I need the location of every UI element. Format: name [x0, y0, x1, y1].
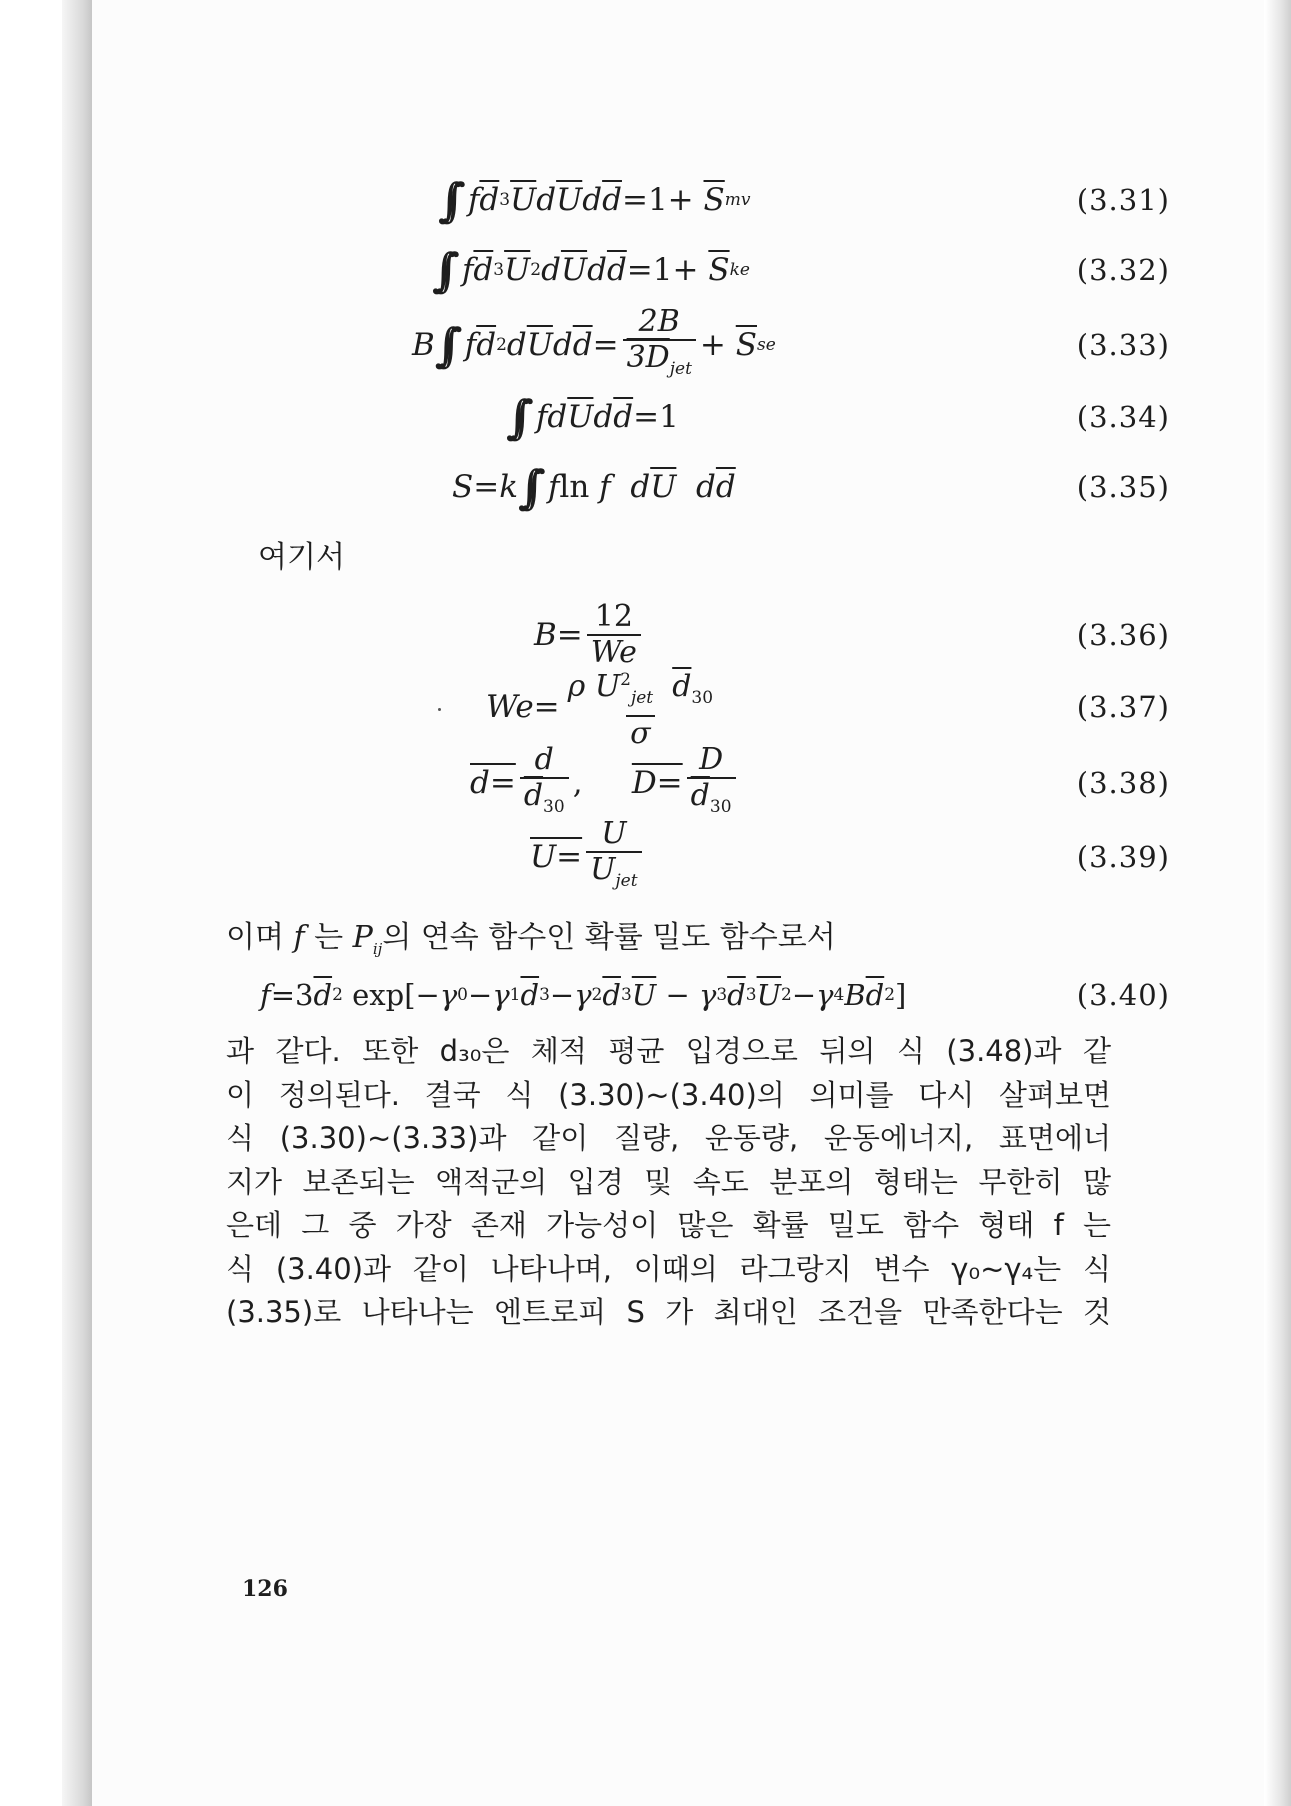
- equation-3-34: [92, 382, 1264, 452]
- equation-body: ∫∫ f $\overline{d}$ 3 $\overline{U}$ d $\overline{U}$ d $\overline{d}$ =1+ $\overline{S}$ mv: [438, 173, 751, 227]
- book-page: [92, 0, 1264, 1806]
- equation-lhs: D=: [631, 765, 683, 801]
- equation-lhs: We=: [486, 689, 560, 725]
- body-paragraph: [226, 1030, 1111, 1335]
- equation-3-38: [92, 741, 1264, 818]
- text-line-f-definition: 이며 f 는 $P_{ij}$의 연속 함수인 확률 밀도 함수로서: [226, 920, 836, 958]
- paragraph-line: 과 같다. 또한 d₃₀은 체적 평균 입경으로 뒤의 식 (3.48)과 같: [226, 1034, 1111, 1068]
- equation-number: (3.38): [1076, 766, 1170, 800]
- equation-subscript: ke: [729, 260, 750, 280]
- fraction: $\frac{12}{We}$: [587, 600, 641, 670]
- paragraph-line: 이 정의된다. 결국 식 (3.30)~(3.40)의 의미를 다시 살펴보면: [226, 1077, 1111, 1112]
- paragraph-line: (3.35)로 나타나는 엔트로피 S 가 최대인 조건을 만족한다는 것: [226, 1295, 1111, 1329]
- equation-number: (3.39): [1076, 840, 1170, 874]
- fraction: $\frac{D}{\overline{d}_{30}}$: [687, 743, 736, 824]
- equation-3-39: [92, 815, 1264, 892]
- equation-lhs: d=: [470, 765, 516, 801]
- equation-3-36: [92, 600, 1264, 670]
- equation-lhs: U=: [530, 839, 583, 875]
- paragraph-line: 지가 보존되는 액적군의 입경 및 속도 분포의 형태는 무한히 많: [226, 1164, 1111, 1199]
- equation-number: (3.36): [1076, 618, 1170, 652]
- equation-number: (3.34): [1076, 400, 1170, 434]
- equation-number: (3.32): [1076, 253, 1170, 287]
- equation-rhs: =1: [633, 399, 679, 435]
- equation-body: S=k ∫∫ f ln f d $\overline{U}$ d $\overline{d}$: [452, 460, 736, 514]
- where-label: 여기서: [258, 540, 345, 575]
- equation-lead: B: [412, 327, 435, 363]
- fraction: $\frac{2B}{3D_{jet}}$: [623, 305, 696, 386]
- equation-subscript: mv: [724, 190, 751, 210]
- equation-rhs: =1+: [621, 182, 694, 218]
- equation-body: d= $\frac{d}{\overline{d}_{30}}$ , D= $\frac{D}{\overline{d}_{30}}$: [470, 748, 740, 818]
- equation-3-40: [92, 960, 1264, 1030]
- equation-number: (3.35): [1076, 470, 1170, 504]
- equation-body: B ∫∫ f $\overline{d}$ 2 d $\overline{U}$ d $\overline{d}$ = $\frac{2B}{3D_{jet}}$ + $\overline{S}$ se: [412, 310, 776, 380]
- equation-3-37: [92, 669, 1264, 751]
- equation-number: (3.37): [1076, 690, 1170, 724]
- equation-3-32: [92, 235, 1264, 305]
- equation-number: (3.40): [1076, 978, 1170, 1012]
- page-number: 126: [242, 1576, 288, 1602]
- paragraph-line: 식 (3.40)과 같이 나타나며, 이때의 라그랑지 변수 γ₀~γ₄는 식: [226, 1251, 1111, 1286]
- equation-rhs: =1+: [626, 252, 699, 288]
- fraction: $\frac{U}{U_{jet}}$: [586, 817, 641, 898]
- equation-body: f =3 $\overline{d}$ 2 exp[ − γ 0 − γ 1 $\overline{d}$ 3 − γ 2 $\overline{d}$ 3 $\overline{U}$ − γ 3 $\overline{d}$ 3 $\overline{U}$ 2 − γ 4 B $\overline{d}$ 2 ]: [260, 978, 907, 1012]
- scan-speck: [438, 708, 441, 711]
- equation-body: [534, 600, 645, 670]
- equation-body: [486, 669, 721, 751]
- equation-subscript: se: [757, 335, 776, 355]
- equation-3-35: [92, 452, 1264, 522]
- equation-number: (3.31): [1076, 183, 1170, 217]
- equation-lhs: B=: [534, 617, 583, 653]
- equation-3-31: [92, 165, 1264, 235]
- equation-3-33: [92, 303, 1264, 380]
- equation-body: ∫∫ fd $\overline{U}$ d $\overline{d}$ =1: [506, 390, 679, 444]
- equation-body: ∫∫ f $\overline{d}$ 3 $\overline{U}$ 2 d $\overline{U}$ d $\overline{d}$ =1+ $\overline{S}$ ke: [432, 243, 750, 297]
- equation-body: [530, 815, 646, 892]
- book-spine: [62, 0, 93, 1806]
- page-edge-shadow: [1265, 0, 1291, 1806]
- equation-lead: S=k: [452, 469, 518, 505]
- paragraph-line: 식 (3.30)~(3.33)과 같이 질량, 운동량, 운동에너지, 표면에너: [226, 1121, 1111, 1155]
- fraction: $\frac{d}{\overline{d}_{30}}$: [520, 743, 569, 824]
- fraction: $\frac{\rho U^2_{jet} \overline{d}_{30}}{\sigma}$: [567, 669, 714, 751]
- paragraph-line: 은데 그 중 가장 존재 가능성이 많은 확률 밀도 함수 형태 f 는: [226, 1208, 1111, 1242]
- equation-number: (3.33): [1076, 328, 1170, 362]
